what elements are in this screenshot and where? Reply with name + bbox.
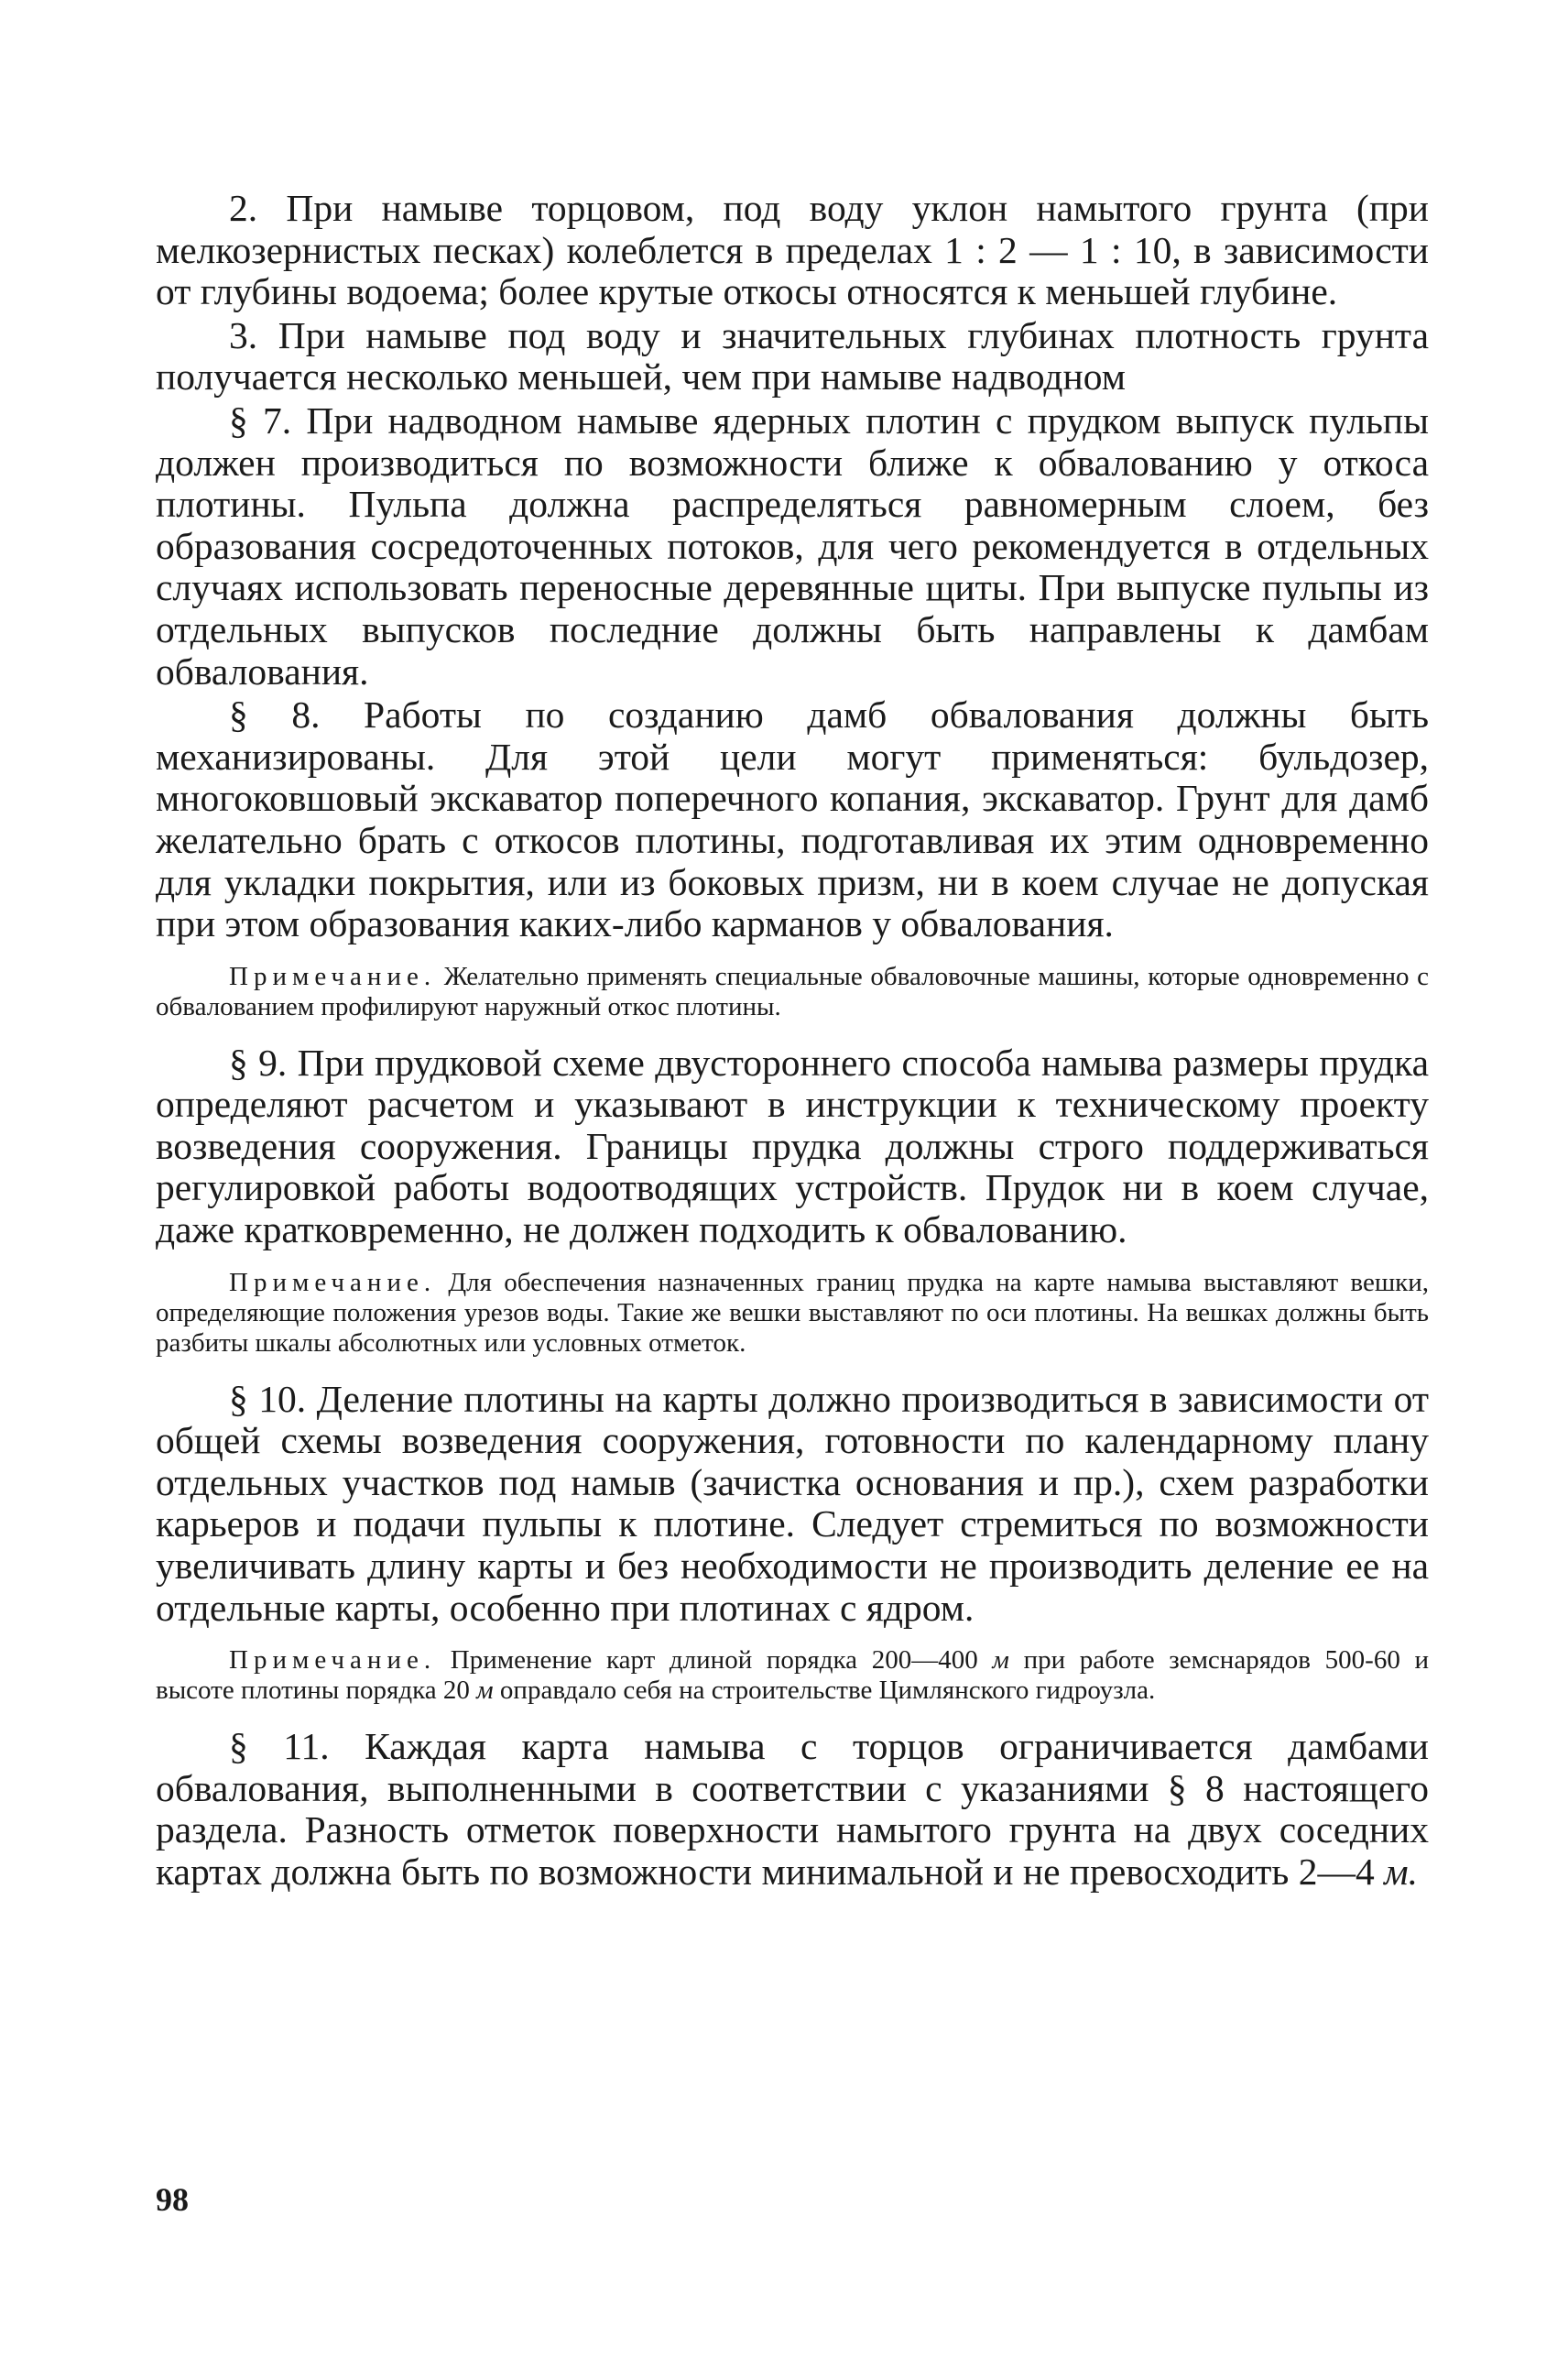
section-10: § 10. Деление плотины на карты должно производиться в зависимости от общей схемы возведения сооружения, готовности по календарному плану отдельных участков под намыв (зачистка основания и пр.), схем разработки карьеров и подачи пульпы к плотине. Следует стремиться по возможности увеличивать длину карты и без необходимости не производить деление ее на отдельные карты, особенно при плотинах с ядром. (156, 1377, 1429, 1629)
unit-meters: м. (1384, 1851, 1418, 1893)
note-text-part: при работе земснарядов 500-60 и высоте плотины порядка 20 (156, 1645, 1430, 1706)
note-section-8 (156, 962, 1429, 1022)
unit-meters: м (992, 1645, 1009, 1676)
section-8: § 8. Работы по созданию дамб обвалования должны быть механизированы. Для этой цели могут применяться: бульдозер, многоковшовый экскаватор поперечного копания, экскаватор. Грунт для дамб желательно брать с откосов плотины, подготавливая их этим одновременно для укладки покрытия, или из боковых призм, ни в коем случае не допуская при этом образования каких-либо карманов у обвалования. (156, 693, 1429, 945)
section-9: § 9. При прудковой схеме двустороннего способа намыва размеры прудка определяют расчетом и указывают в инструкции к техническому проекту возведения сооружения. Границы прудка должны строго поддерживаться регулировкой работы водоотводящих устройств. Прудок ни в коем случае, даже кратковременно, не должен подходить к обвалованию. (156, 1041, 1429, 1251)
unit-meters: м (476, 1676, 494, 1706)
paragraph-item-2: 2. При намыве торцовом, под воду уклон намытого грунта (при мелкозернистых песках) колеблется в пределах 1 : 2 — 1 : 10, в зависимости от глубины водоема; более крутые откосы относятся к меньшей глубине. (156, 187, 1429, 313)
note-text-part: Применение карт длиной порядка 200—400 (450, 1645, 993, 1676)
note-text: Желательно применять специальные обваловочные машины, которые одновременно с обвалованием профилируют наружный откос плотины. (156, 961, 1429, 1021)
note-label: Примечание. (229, 1645, 437, 1676)
section-7: § 7. При надводном намыве ядерных плотин с прудком выпуск пульпы должен производиться по возможности ближе к обвалованию у откоса плотины. Пульпа должна распределяться равномерным слоем, без образования сосредоточенных потоков, для чего рекомендуется в отдельных случаях использовать переносные деревянные щиты. При выпуске пульпы из отдельных выпусков последние должны быть направлены к дамбам обвалования. (156, 398, 1429, 693)
note-label: Примечание. (229, 961, 437, 991)
note-text-part: оправдало себя на строительстве Цимлянского гидроузла. (493, 1676, 1156, 1706)
note-section-10 (156, 1645, 1429, 1706)
note-label: Примечание. (229, 1267, 437, 1297)
page-body (156, 188, 1429, 1895)
section-11-text: § 11. Каждая карта намыва с торцов ограничивается дамбами обвалования, выполненными в соответствии с указаниями § 8 настоящего раздела. Разность отметок поверхности намытого грунта на двух соседних картах должна быть по возможности минимальной и не превосходить 2—4 (156, 1725, 1429, 1893)
section-11 (156, 1726, 1429, 1893)
paragraph-item-3: 3. При намыве под воду и значительных глубинах плотность грунта получается несколько меньшей, чем при намыве надводном (156, 313, 1429, 398)
note-section-9 (156, 1268, 1429, 1359)
page-number: 98 (156, 2181, 189, 2218)
note-text: Для обеспечения назначенных границ прудка на карте намыва выставляют вешки, определяющие положения урезов воды. Такие же вешки выставляют по оси плотины. На вешках должны быть разбиты шкалы абсолютных или условных отметок. (156, 1267, 1430, 1358)
